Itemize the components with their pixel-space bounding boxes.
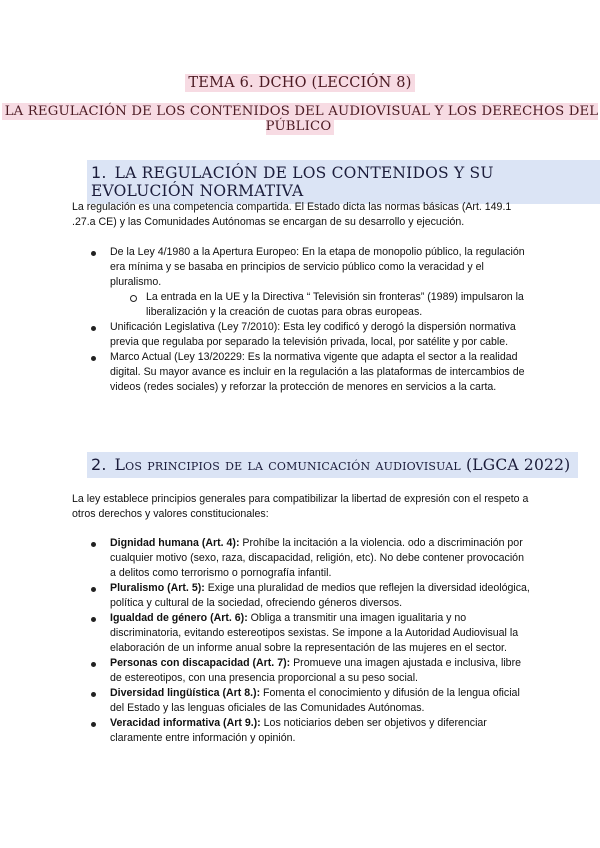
list-item: [90, 245, 530, 320]
list-item: [90, 350, 530, 395]
section-1-intro: La regulación es una competencia compartida. El Estado dicta las normas básicas (Art. 149.1 .27.a CE) y las Comunidades Autónomas se encargan de su desarrollo y ejecución.: [72, 201, 512, 228]
section-2-heading: [87, 452, 578, 478]
list-item-text: Prohíbe la incitación a la violencia. odo a discriminación por cualquier motivo (sexo, raza, discapacidad, religión, etc). No debe contener provocación a delitos como terrorismo o pornografía infantil.: [110, 537, 524, 579]
section-2-intro: La ley establece principios generales para compatibilizar la libertad de expresión con el respeto a otros derechos y valores constitucionales:: [72, 493, 529, 520]
list-item-text: De la Ley 4/1980 a la Apertura Europeo: En la etapa de monopolio público, la regulación era mínima y se basaba en principios de servicio público como la veracidad y el pluralismo.: [110, 246, 525, 288]
document-title-text: TEMA 6. DCHO (LECCIÓN 8): [185, 74, 414, 92]
section-2-title: Los principios de la comunicación audiovisual (LGCA 2022): [114, 456, 571, 474]
document-subtitle-text: LA REGULACIÓN DE LOS CONTENIDOS DEL AUDIOVISUAL Y LOS DERECHOS DEL PÚBLICO: [2, 103, 599, 135]
sub-list: [130, 290, 530, 320]
document-subtitle: [0, 104, 600, 134]
list-item: [90, 686, 530, 716]
list-item-label: Veracidad informativa (Art 9.):: [110, 717, 261, 729]
list-item-label: Personas con discapacidad (Art. 7):: [110, 657, 291, 669]
list-item-label: Diversidad lingüística (Art 8.):: [110, 687, 261, 699]
list-item: [90, 656, 530, 686]
list-item-text: Unificación Legislativa (Ley 7/2010): Esta ley codificó y derogó la dispersión normativa previa que regulaba por separado la televisión privada, local, por satélite y por cable.: [110, 321, 516, 348]
list-item-text: Marco Actual (Ley 13/20229: Es la normativa vigente que adapta el sector a la realidad digital. Su mayor avance es incluir en la regulación a las plataformas de intercambios de videos (redes sociales) y reforzar la protección de menores en servicios a la carta.: [110, 351, 525, 393]
list-item-text: Promueve una imagen ajustada e inclusiva, libre de estereotipos, con una presencia proporcional a su peso social.: [110, 657, 521, 684]
sub-list-item: La entrada en la UE y la Directiva “ Televisión sin fronteras” (1989) impulsaron la liberalización y la creación de cuotas para obras europeas.: [130, 290, 530, 320]
list-item-text: Exige una pluralidad de medios que reflejen la diversidad ideológica, política y cultural de la sociedad, ofreciendo géneros diversos.: [110, 582, 530, 609]
list-item: [90, 716, 530, 746]
list-item-text: Fomenta el conocimiento y difusión de la lengua oficial del Estado y las lenguas oficiales de las Comunidades Autónomas.: [110, 687, 520, 714]
list-item-text: Los noticiarios deben ser objetivos y diferenciar claramente entre información y opinión.: [110, 717, 487, 744]
list-item-text: Obliga a transmitir una imagen igualitaria y no discriminatoria, evitando estereotipos sexistas. Se impone a la Autoridad Audiovisual la elaboración de un informe anual sobre la representación de las mujeres en el sector.: [110, 612, 519, 654]
section-2-list: [90, 536, 530, 746]
list-item: [90, 536, 530, 581]
section-1-title: LA REGULACIÓN DE LOS CONTENIDOS Y SU EVOLUCIÓN NORMATIVA: [91, 164, 494, 200]
list-item: [90, 611, 530, 656]
list-item-label: Pluralismo (Art. 5):: [110, 582, 205, 594]
list-item: [90, 581, 530, 611]
section-1-heading: [87, 160, 600, 204]
section-1-number: 1.: [91, 163, 107, 182]
list-item-label: Igualdad de género (Art. 6):: [110, 612, 248, 624]
document-title: [0, 75, 600, 91]
section-1-list: [90, 245, 530, 395]
list-item: [90, 320, 530, 350]
list-item-label: Dignidad humana (Art. 4):: [110, 537, 240, 549]
section-2-number: 2.: [91, 455, 107, 474]
